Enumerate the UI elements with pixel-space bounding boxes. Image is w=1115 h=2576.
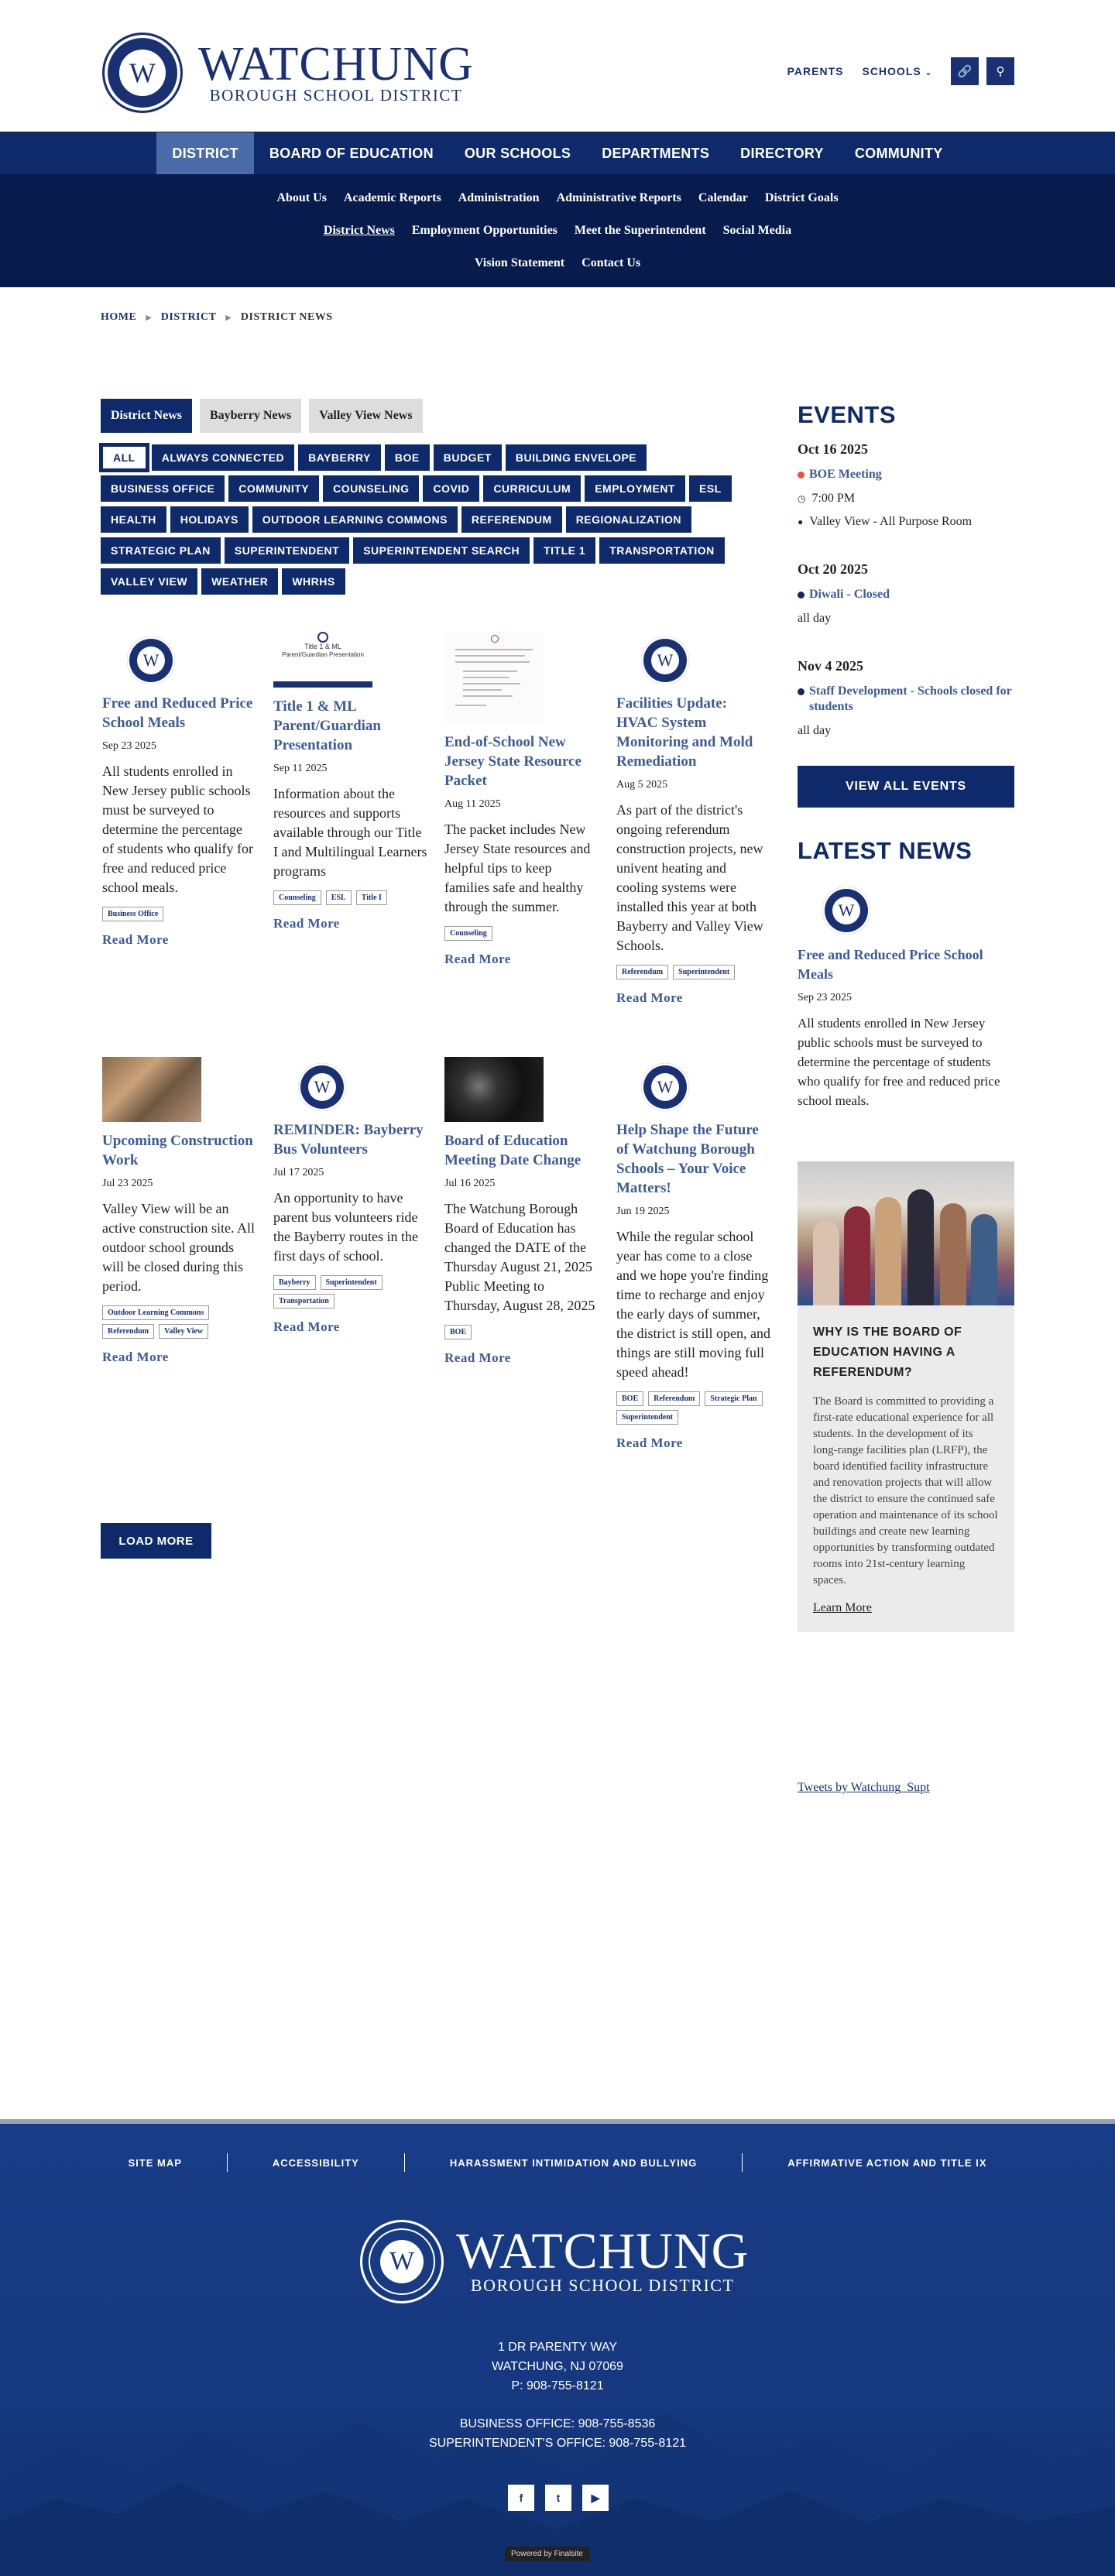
news-card-tag[interactable]: Counseling xyxy=(444,926,492,941)
load-more-button[interactable]: LOAD MORE xyxy=(101,1523,211,1559)
event-time: ◷ 7:00 PM xyxy=(798,492,856,505)
subnav-about-us[interactable]: About Us xyxy=(276,191,327,204)
news-card-tag[interactable]: Business Office xyxy=(102,907,163,921)
event-location: ● Valley View - All Purpose Room xyxy=(798,515,973,528)
news-card xyxy=(616,1063,771,1451)
event-date: Nov 4 2025 xyxy=(798,658,863,674)
filter-tag[interactable]: ESL xyxy=(689,475,732,502)
map-pin-icon: ● xyxy=(798,516,804,527)
subnav-employment[interactable]: Employment Opportunities xyxy=(411,224,558,237)
youtube-icon[interactable]: ▶ xyxy=(582,2485,609,2511)
news-card-tag[interactable]: BOE xyxy=(444,1325,472,1339)
tab-bayberry-news[interactable]: Bayberry News xyxy=(200,399,301,433)
filter-tag[interactable]: TRANSPORTATION xyxy=(599,537,725,564)
filter-tag[interactable]: BUILDING ENVELOPE xyxy=(506,444,647,471)
filter-tag[interactable]: WEATHER xyxy=(201,568,278,595)
news-card-summary: The packet includes New Jersey State resources and helpful tips to keep families safe and healthy through the summer. xyxy=(444,822,591,914)
event-dot-icon xyxy=(798,688,805,695)
filter-tag[interactable]: BUDGET xyxy=(434,444,502,471)
filter-tag[interactable]: OUTDOOR LEARNING COMMONS xyxy=(252,506,458,533)
news-card-tag[interactable]: Referendum xyxy=(102,1324,154,1339)
facebook-icon[interactable]: f xyxy=(508,2485,534,2511)
news-card-tag[interactable]: Superintendent xyxy=(321,1275,383,1290)
news-card-date: Jul 23 2025 xyxy=(102,1178,153,1189)
news-card-summary: An opportunity to have parent bus volunteers ride the Bayberry routes in the first days of school. xyxy=(273,1190,418,1264)
filter-tag[interactable]: COVID xyxy=(423,475,479,502)
filter-tag[interactable]: ALWAYS CONNECTED xyxy=(152,444,294,471)
news-card-tag[interactable]: Strategic Plan xyxy=(705,1391,762,1406)
subnav-academic-reports[interactable]: Academic Reports xyxy=(343,191,441,204)
social-links xyxy=(508,2485,609,2511)
district-seal-icon: W xyxy=(641,636,689,684)
news-card-title[interactable]: Help Shape the Future of Watchung Borough Schools – Your Voice Matters! xyxy=(616,1122,759,1196)
filter-tag[interactable]: REGIONALIZATION xyxy=(566,506,691,533)
subnav-district-news[interactable]: District News xyxy=(323,224,395,237)
chevron-right-icon: ▶ xyxy=(146,313,152,321)
news-card-title[interactable]: Board of Education Meeting Date Change xyxy=(444,1133,582,1168)
news-card xyxy=(444,1057,599,1366)
news-card-tag[interactable]: Valley View xyxy=(159,1324,208,1339)
filter-tag[interactable]: HOLIDAYS xyxy=(170,506,249,533)
latest-news-summary: All students enrolled in New Jersey public schools must be surveyed to determine the percentage of students who qualify for free and reduced price school meals. xyxy=(798,1016,1000,1108)
district-seal-icon: W xyxy=(641,1063,689,1111)
filter-tag[interactable]: COUNSELING xyxy=(323,475,419,502)
news-card-date: Jun 19 2025 xyxy=(616,1206,670,1217)
promo-image xyxy=(798,1161,1014,1305)
filter-tag[interactable]: VALLEY VIEW xyxy=(101,568,197,595)
district-seal-icon: W xyxy=(102,33,183,113)
read-more-link[interactable]: Read More xyxy=(273,916,340,931)
filter-tag[interactable]: BOE xyxy=(385,444,430,471)
event-date: Oct 20 2025 xyxy=(798,561,868,577)
news-card-summary: All students enrolled in New Jersey public schools must be surveyed to determine the percentage of students who qualify for free and reduced price school meals. xyxy=(102,763,253,895)
news-card-tag[interactable]: Superintendent xyxy=(616,1410,678,1425)
news-card-title[interactable]: Free and Reduced Price School Meals xyxy=(102,695,253,731)
footer-contact: 1 DR PARENTY WAY WATCHUNG, NJ 07069 P: 908-755-8121 BUSINESS OFFICE: 908-755-8536 SUPERINTENDENT'S OFFICE: 908-755-8121 xyxy=(428,2341,687,2450)
tab-valley-view-news[interactable]: Valley View News xyxy=(309,399,422,433)
footer-hib[interactable]: HARASSMENT INTIMIDATION AND BULLYING xyxy=(449,2156,698,2169)
event-title[interactable]: BOE Meeting xyxy=(798,467,1014,482)
news-card-tag[interactable]: Referendum xyxy=(616,965,668,979)
news-card-summary: Valley View will be an active construction site. All outdoor school grounds will be closed during this period. xyxy=(102,1201,255,1294)
filter-tag[interactable]: CURRICULUM xyxy=(483,475,581,502)
promo-body: The Board is committed to providing a first-rate educational experience for all students. In the development of its long-range facilities plan (LRFP), the board identified facility infrastructure and renovation projects that will allow the district to ensure the continued safe operation and maintenance of its school buildings and create new learning opportunities by transforming outdated rooms into 21st-century learning spaces. xyxy=(813,1395,998,1586)
news-card-tag[interactable]: BOE xyxy=(616,1391,643,1406)
events-panel xyxy=(798,401,1014,1632)
subnav-contact-us[interactable]: Contact Us xyxy=(582,256,641,269)
news-card-title[interactable]: Upcoming Construction Work xyxy=(102,1133,253,1168)
subnav-district-goals[interactable]: District Goals xyxy=(764,191,839,204)
breadcrumb-current: DISTRICT NEWS xyxy=(240,311,333,323)
news-card-tag[interactable]: Title I xyxy=(356,890,387,905)
footer-logo[interactable]: W WATCHUNG BOROUGH SCHOOL DISTRICT xyxy=(360,2220,749,2303)
filter-tag[interactable]: TITLE 1 xyxy=(533,537,595,564)
filter-tag[interactable]: SUPERINTENDENT SEARCH xyxy=(353,537,530,564)
news-card-title[interactable]: Facilities Update: HVAC System Monitoring and Mold Remediation xyxy=(616,695,753,770)
twitter-icon[interactable]: t xyxy=(545,2485,571,2511)
news-card-tag[interactable]: Bayberry xyxy=(273,1275,316,1290)
news-card-title[interactable]: Title 1 & ML Parent/Guardian Presentation xyxy=(273,698,381,753)
event-time: all day xyxy=(798,724,832,737)
site-footer xyxy=(0,2119,1115,2576)
subnav-administrative-reports[interactable]: Administrative Reports xyxy=(556,191,681,204)
news-card-summary: While the regular school year has come to a close and we hope you're finding time to recharge and enjoy the early days of summer, the district is still open, and things are still moving full speed ahead! xyxy=(616,1229,770,1380)
news-card-image[interactable] xyxy=(102,1057,201,1122)
subnav-vision-statement[interactable]: Vision Statement xyxy=(474,256,565,269)
read-more-link[interactable]: Read More xyxy=(273,1319,340,1334)
news-card-date: Aug 5 2025 xyxy=(616,779,668,791)
chevron-right-icon: ▶ xyxy=(225,313,232,321)
news-card-tag[interactable]: Superintendent xyxy=(673,965,735,979)
event-date: Oct 16 2025 xyxy=(798,441,868,457)
footer-site-map[interactable]: SITE MAP xyxy=(128,2156,182,2169)
filter-tag[interactable]: COMMUNITY xyxy=(228,475,319,502)
breadcrumb xyxy=(101,311,333,324)
referendum-promo xyxy=(798,1161,1014,1632)
learn-more-link[interactable]: Learn More xyxy=(813,1601,872,1614)
event-title[interactable]: Staff Development - Schools closed for students xyxy=(798,684,1014,715)
latest-news-date: Sep 23 2025 xyxy=(798,992,852,1003)
news-card-tag[interactable]: Referendum xyxy=(648,1391,700,1406)
filter-tag[interactable]: WHRHS xyxy=(282,568,345,595)
filter-tag[interactable]: BUSINESS OFFICE xyxy=(101,475,225,502)
district-seal-icon: W xyxy=(360,2220,444,2303)
category-filters xyxy=(101,444,767,595)
read-more-link[interactable]: Read More xyxy=(444,1350,511,1365)
nav-district[interactable]: DISTRICT xyxy=(156,132,253,174)
news-card xyxy=(273,1063,428,1335)
read-more-link[interactable]: Read More xyxy=(444,952,511,966)
event-title[interactable]: Diwali - Closed xyxy=(798,587,1014,602)
news-card-image[interactable] xyxy=(444,1057,544,1122)
event-time: all day xyxy=(798,612,832,625)
clock-icon: ◷ xyxy=(798,492,806,504)
nav-our-schools[interactable]: OUR SCHOOLS xyxy=(464,146,571,161)
filter-tag[interactable]: HEALTH xyxy=(101,506,166,533)
news-card xyxy=(102,1057,257,1365)
news-card-date: Jul 16 2025 xyxy=(444,1178,496,1189)
latest-news-title[interactable]: Free and Reduced Price School Meals xyxy=(798,947,983,982)
footer-links xyxy=(0,2153,1115,2172)
news-card-tag[interactable]: ESL xyxy=(326,890,352,905)
latest-news-heading: LATEST NEWS xyxy=(798,837,973,864)
read-more-link[interactable]: Read More xyxy=(616,1435,683,1450)
read-more-link[interactable]: Read More xyxy=(102,932,169,947)
nav-directory[interactable]: DIRECTORY xyxy=(740,146,824,161)
news-card-summary: As part of the district's ongoing referendum construction projects, new univent heating and cooling systems were installed this year at both Bayberry and Valley View Schools. xyxy=(616,802,763,953)
powered-by-finalsite[interactable]: Powered by Finalsite xyxy=(505,2547,589,2561)
filter-tag[interactable]: BAYBERRY xyxy=(298,444,381,471)
events-heading: EVENTS xyxy=(798,401,897,428)
schools-dropdown[interactable]: SCHOOLS ⌄ xyxy=(862,65,932,77)
chevron-down-icon: ⌄ xyxy=(925,69,932,77)
filter-tag[interactable]: SUPERINTENDENT xyxy=(225,537,349,564)
news-card-tag[interactable]: Transportation xyxy=(273,1294,334,1309)
news-card-date: Sep 11 2025 xyxy=(273,763,328,774)
event-dot-icon xyxy=(798,592,805,599)
news-card-tag[interactable]: Counseling xyxy=(273,890,321,905)
nav-community[interactable]: COMMUNITY xyxy=(854,146,943,161)
district-seal-icon: W xyxy=(298,1063,346,1111)
district-seal-icon: W xyxy=(822,887,870,935)
news-card-date: Sep 23 2025 xyxy=(102,740,156,752)
news-card-summary: The Watchung Borough Board of Education has changed the DATE of the Thursday August 21, 2025 Public Meeting to Thursday, August 28, 2025 xyxy=(444,1201,595,1313)
breadcrumb-home[interactable]: HOME xyxy=(101,311,137,323)
subnav-meet-superintendent[interactable]: Meet the Superintendent xyxy=(574,224,706,237)
view-all-events-button[interactable]: VIEW ALL EVENTS xyxy=(798,766,1014,808)
filter-tag[interactable]: STRATEGIC PLAN xyxy=(101,537,221,564)
parents-link[interactable]: PARENTS xyxy=(787,65,844,77)
footer-title-ix[interactable]: AFFIRMATIVE ACTION AND TITLE IX xyxy=(787,2156,987,2169)
nav-departments[interactable]: DEPARTMENTS xyxy=(602,146,710,161)
news-card-image[interactable]: Title 1 & ML Parent/Guardian Presentation xyxy=(273,632,372,688)
news-card-image[interactable] xyxy=(444,632,544,723)
district-seal-icon: W xyxy=(127,636,175,684)
news-card xyxy=(444,632,599,967)
subnav-social-media[interactable]: Social Media xyxy=(722,224,792,237)
news-card-title[interactable]: End-of-School New Jersey State Resource Packet xyxy=(444,734,582,789)
news-card-title[interactable]: REMINDER: Bayberry Bus Volunteers xyxy=(273,1122,424,1158)
news-card-date: Jul 17 2025 xyxy=(273,1167,324,1178)
news-card-tag[interactable]: Outdoor Learning Commons xyxy=(102,1305,209,1320)
news-card xyxy=(273,632,428,931)
logo-subtitle: BOROUGH SCHOOL DISTRICT xyxy=(209,86,463,105)
tweets-link[interactable]: Tweets by Watchung_Supt xyxy=(798,1781,930,1794)
logo-title: WATCHUNG xyxy=(198,38,474,91)
read-more-link[interactable]: Read More xyxy=(616,990,683,1005)
news-card-date: Aug 11 2025 xyxy=(444,798,501,810)
news-card xyxy=(616,636,771,1006)
filter-tag[interactable]: REFERENDUM xyxy=(461,506,562,533)
search-icon[interactable]: ⚲ xyxy=(986,57,1014,85)
read-more-link[interactable]: Read More xyxy=(102,1350,169,1364)
subnav-administration[interactable]: Administration xyxy=(458,191,540,204)
filter-tag[interactable]: EMPLOYMENT xyxy=(585,475,685,502)
footer-accessibility[interactable]: ACCESSIBILITY xyxy=(272,2156,359,2169)
link-icon[interactable]: 🔗 xyxy=(951,57,979,85)
nav-board-of-education[interactable]: BOARD OF EDUCATION xyxy=(269,146,434,161)
promo-heading: WHY IS THE BOARD OF EDUCATION HAVING A REFERENDUM? xyxy=(813,1326,962,1379)
event-dot-icon xyxy=(798,472,805,478)
news-card xyxy=(102,636,257,948)
tab-district-news[interactable]: District News xyxy=(101,399,192,433)
subnav-calendar[interactable]: Calendar xyxy=(698,191,748,204)
filter-tag[interactable]: ALL xyxy=(101,444,148,471)
breadcrumb-district[interactable]: DISTRICT xyxy=(160,311,217,323)
news-card-summary: Information about the resources and supports available through our Title I and Multilingual Learners programs xyxy=(273,786,427,879)
news-tabs xyxy=(101,399,423,433)
